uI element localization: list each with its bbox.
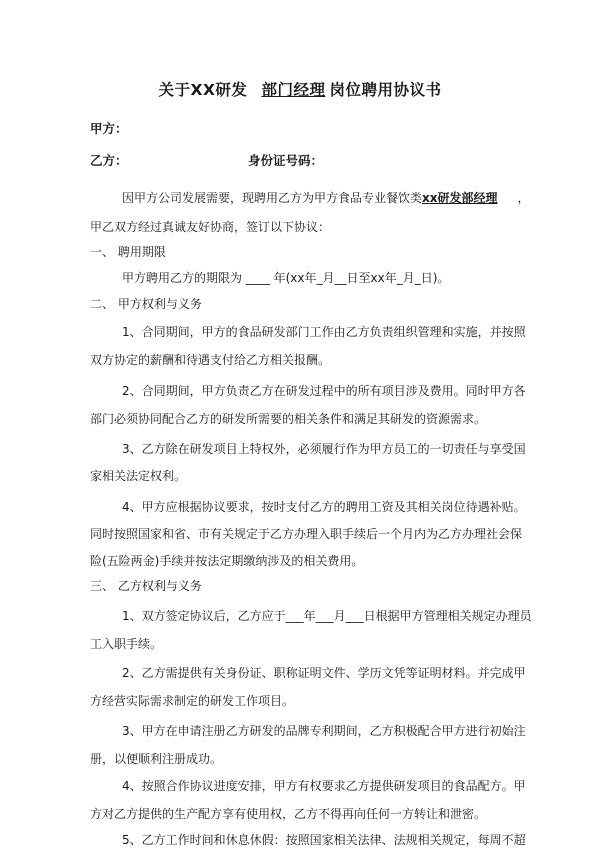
s3-para-3-line-1: 3、甲方在申请注册乙方研发的品牌专利期间，乙方积极配合甲方进行初始注 xyxy=(122,724,526,738)
title-role: 部门经理 xyxy=(261,81,326,99)
title-prefix: 关于XX研发 xyxy=(158,81,248,99)
section-2-title: 二、 甲方权利与义务 xyxy=(90,297,202,311)
s2-para-1-line-1: 1、合同期间，甲方的食品研发部门工作由乙方负责组织管理和实施，并按照 xyxy=(122,325,526,339)
title-suffix: 岗位聘用协议书 xyxy=(329,81,442,99)
section-3-title: 三、 乙方权利与义务 xyxy=(90,579,202,593)
section-1-title: 一、 聘用期限 xyxy=(90,245,166,259)
s3-para-1-line-2: 工入职手续。 xyxy=(90,637,163,651)
s3-para-4-line-2: 方对乙方提供的生产配方享有使用权，乙方不得再向任何一方转让和泄密。 xyxy=(90,807,487,821)
s3-para-2-line-1: 2、乙方需提供有关身份证、职称证明文件、学历文凭等证明材料。并完成甲 xyxy=(122,666,526,680)
s2-para-2-line-2: 部门必须协同配合乙方的研发所需要的相关条件和满足其研发的资源需求。 xyxy=(90,412,487,426)
s2-para-4-line-3: 险(五险两金)手续并按法定期缴纳涉及的相关费用。 xyxy=(90,554,364,568)
s2-para-3-line-1: 3、乙方除在研发项目上特权外，必须履行作为甲方员工的一切责任与享受国 xyxy=(122,442,526,456)
intro-line-2: 甲乙双方经过真诚友好协商，签订以下协议： xyxy=(90,220,331,234)
s2-para-4-line-1: 4、甲方应根据协议要求，按时支付乙方的聘用工资及其相关岗位待遇补贴。 xyxy=(122,500,526,514)
s2-para-2-line-1: 2、合同期间，甲方负责乙方在研发过程中的所有项目涉及费用。同时甲方各 xyxy=(122,384,526,398)
intro-line-1 xyxy=(122,190,530,206)
intro-comma: ， xyxy=(517,191,530,205)
s3-para-5-line-1: 5、乙方工作时间和休息休假：按照国家相关法律、法规相关规定，每周不超 xyxy=(122,833,526,847)
intro-text: 因甲方公司发展需要，现聘用乙方为甲方食品专业餐饮类 xyxy=(122,191,423,205)
s2-para-4-line-2: 同时按照国家和省、市有关规定于乙方办理入职手续后一个月内为乙方办理社会保 xyxy=(90,527,523,541)
s2-para-1-line-2: 双方协定的薪酬和待遇支付给乙方相关报酬。 xyxy=(90,353,331,367)
intro-position: xx研发部经理 xyxy=(422,191,498,205)
s3-para-2-line-2: 方经营实际需求制定的研发工作项目。 xyxy=(90,694,295,708)
s3-para-4-line-1: 4、按照合作协议进度安排，甲方有权要求乙方提供研发项目的食品配方。甲 xyxy=(122,779,526,793)
s3-para-3-line-2: 册，以便顺利注册成功。 xyxy=(90,752,223,766)
s2-para-3-line-2: 家相关法定权利。 xyxy=(90,469,187,483)
party-a-label: 甲方： xyxy=(90,121,128,136)
section-1-paragraph: 甲方聘用乙方的期限为 ____ 年(xx年_月__日至xx年_月_日)。 xyxy=(122,271,450,285)
document-title xyxy=(0,78,600,100)
s3-para-1-line-1: 1、双方签定协议后，乙方应于___年___月___日根据甲方管理相关规定办理员 xyxy=(122,609,532,623)
party-b-label: 乙方： xyxy=(90,153,128,168)
id-number-label: 身份证号码： xyxy=(248,153,324,168)
